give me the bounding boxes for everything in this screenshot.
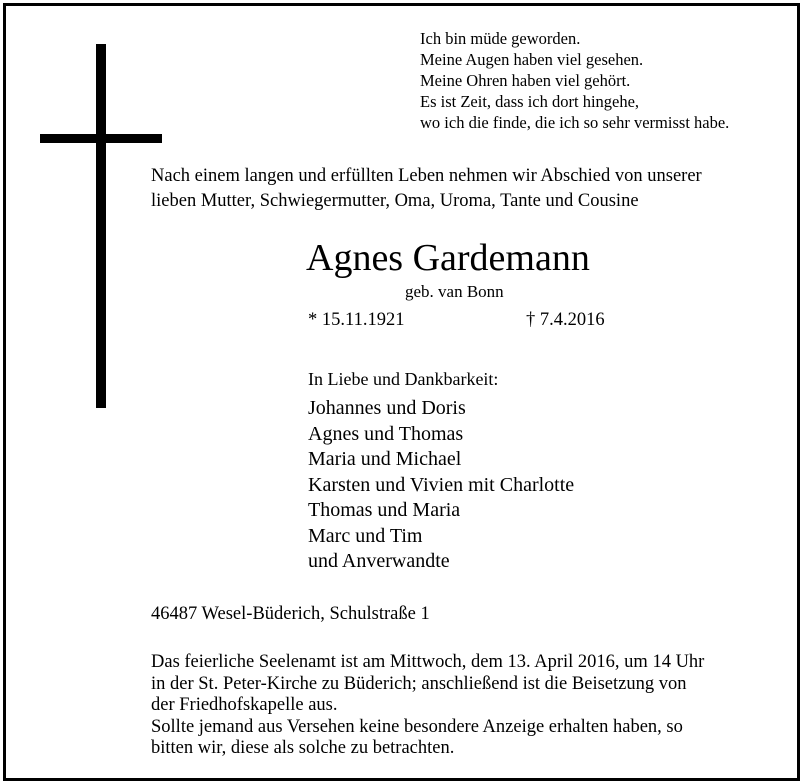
birth-date: * 15.11.1921	[308, 310, 405, 330]
mourner-entry: Maria und Michael	[308, 448, 462, 470]
poem-line: Ich bin müde geworden.	[420, 29, 581, 48]
intro-line: lieben Mutter, Schwiegermutter, Oma, Uroma, Tante und Cousine	[151, 191, 639, 211]
intro-line: Nach einem langen und erfüllten Leben nehmen wir Abschied von unserer	[151, 166, 702, 186]
cross-horizontal-bar	[40, 134, 162, 143]
mourner-entry: Agnes und Thomas	[308, 422, 464, 445]
mourner-entry: Thomas und Maria	[308, 499, 461, 521]
poem-line: Meine Augen haben viel gesehen.	[420, 50, 644, 69]
mourner-entry: Karsten und Vivien mit Charlotte	[308, 473, 575, 496]
intro-text	[151, 164, 702, 214]
cross-vertical-bar	[96, 44, 106, 408]
obituary-notice	[3, 3, 800, 781]
poem	[420, 28, 729, 133]
poem-line: Es ist Zeit, dass ich dort hingehe,	[420, 92, 640, 111]
poem-line: wo ich die finde, die ich so sehr vermisst habe.	[420, 113, 730, 132]
service-line: bitten wir, diese als solche zu betrachten.	[151, 738, 455, 758]
mourners-list	[308, 396, 574, 575]
mourner-entry: Marc und Tim	[308, 524, 423, 547]
service-info	[151, 652, 704, 760]
death-date: † 7.4.2016	[526, 310, 605, 330]
maiden-name: geb. van Bonn	[405, 282, 504, 301]
service-line: in der St. Peter-Kirche zu Büderich; anschließend ist die Beisetzung von	[151, 673, 687, 694]
mourners-heading: In Liebe und Dankbarkeit:	[308, 369, 499, 389]
family-address: 46487 Wesel-Büderich, Schulstraße 1	[151, 604, 430, 624]
deceased-name: Agnes Gardemann	[306, 237, 590, 279]
mourner-entry: Johannes und Doris	[308, 397, 466, 419]
mourner-entry: und Anverwandte	[308, 550, 450, 572]
service-line: Das feierliche Seelenamt ist am Mittwoch, dem 13. April 2016, um 14 Uhr	[151, 652, 705, 672]
poem-line: Meine Ohren haben viel gehört.	[420, 71, 631, 90]
service-line: Sollte jemand aus Versehen keine besondere Anzeige erhalten haben, so	[151, 716, 683, 737]
service-line: der Friedhofskapelle aus.	[151, 695, 338, 715]
